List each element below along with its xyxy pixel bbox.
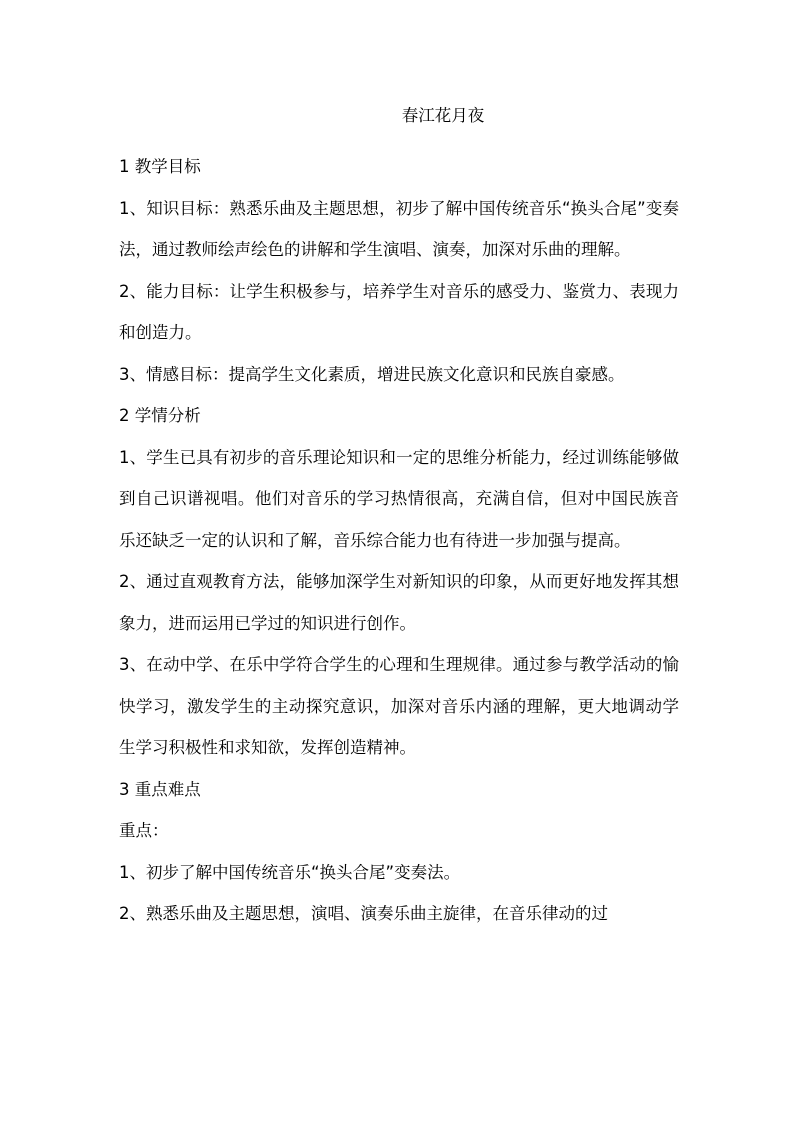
paragraph: 1、学生已具有初步的音乐理论知识和一定的思维分析能力，经过训练能够做到自己识谱视唱。他们对音乐的学习热情很高，充满自信，但对中国民族音乐还缺乏一定的认识和了解，音乐综合能力也有待进一步加强与提高。	[119, 447, 679, 550]
paragraph: 3、情感目标：提高学生文化素质，增进民族文化意识和民族自豪感。	[119, 364, 625, 384]
paragraph: 2、通过直观教育方法，能够加深学生对新知识的印象，从而更好地发挥其想象力，进而运用已学过的知识进行创作。	[119, 572, 679, 633]
section-heading-student-analysis: 2 学情分析	[119, 406, 201, 425]
paragraph: 3、在动中学、在乐中学符合学生的心理和生理规律。通过参与教学活动的愉快学习，激发学生的主动探究意识，加深对音乐内涵的理解，更大地调动学生学习积极性和求知欲，发挥创造精神。	[119, 655, 679, 757]
document-body	[119, 146, 679, 935]
paragraph: 1、知识目标：熟悉乐曲及主题思想，初步了解中国传统音乐“换头合尾”变奏法，通过教师绘声绘色的讲解和学生演唱、演奏，加深对乐曲的理解。	[119, 198, 679, 259]
section-heading-key-points: 3 重点难点	[119, 779, 201, 799]
document-title: 春江花月夜	[401, 106, 485, 125]
section-heading-objectives: 1 教学目标	[119, 157, 201, 176]
paragraph: 重点：	[119, 821, 169, 840]
paragraph: 2、能力目标：让学生积极参与，培养学生对音乐的感受力、鉴赏力、表现力和创造力。	[119, 281, 679, 342]
paragraph: 1、初步了解中国传统音乐“换头合尾”变奏法。	[119, 862, 461, 882]
paragraph: 2、熟悉乐曲及主题思想，演唱、演奏乐曲主旋律，在音乐律动的过	[119, 904, 608, 923]
